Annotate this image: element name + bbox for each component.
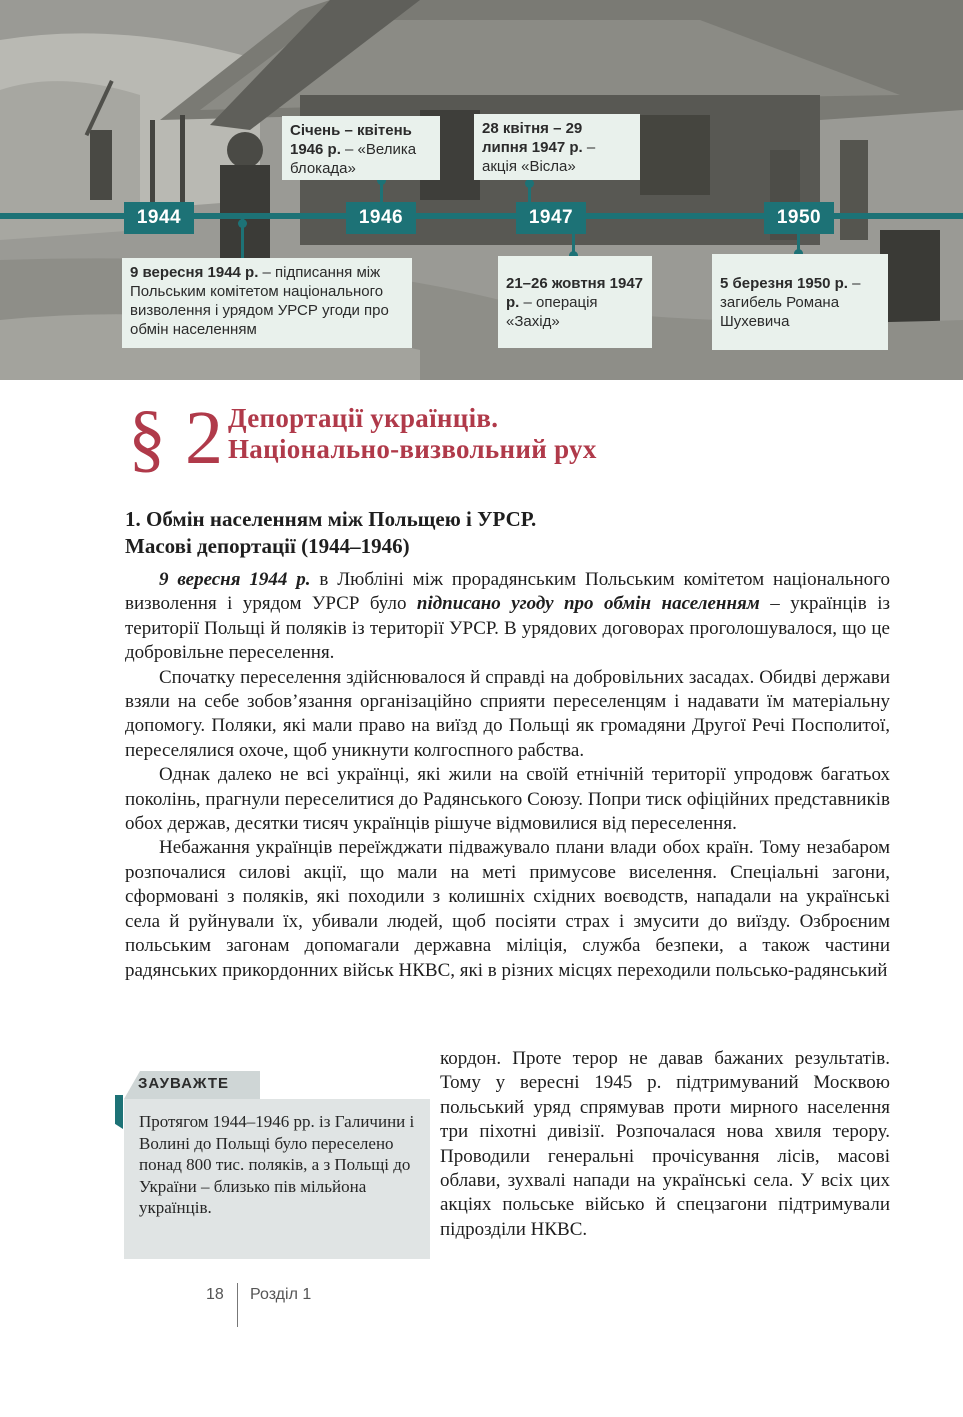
timeline-year-1946: 1946 — [346, 202, 416, 234]
note-accent — [115, 1095, 123, 1129]
event-text: – операція «Захід» — [506, 294, 598, 330]
timeline-dot — [525, 179, 534, 188]
footer-divider — [237, 1283, 238, 1327]
body-text-column — [440, 1047, 890, 1242]
page-number: 18 — [206, 1286, 224, 1303]
event-text: – підписання між Польським комітетом національного визволення і урядом УРСР угоди про обмін населенням — [130, 264, 389, 338]
event-text: – акція «Вісла» — [482, 139, 596, 175]
timeline-dot — [238, 219, 247, 228]
timeline-event — [122, 258, 412, 348]
footer-section: Розділ 1 — [250, 1286, 312, 1303]
paragraph-text: в Любліні між прорадянським Польським комітетом національного визволення і урядом УРСР було — [125, 569, 890, 615]
timeline-event — [498, 256, 652, 348]
chapter-title-line: Національно-визвольний рух — [228, 434, 597, 464]
timeline-event — [712, 254, 888, 350]
paragraph: Небажання українців переїжджати підважувало плани влади обох країн. Тому незабаром розпочалися силові акції, що мали на меті примусове виселення. Спеціальні загони, сформовані з поляків, які походили з колишніх східних воєводств, нападали на українські села й руйнували їх, убивали людей, щоб посіяти страх і змусити до виїзду. Озброєним польським загонам допомагали державна міліція, служба безпеки, а також частини радянських прикордонних військ НКВС, які в різних місцях переходили польсько-радянський — [125, 837, 890, 981]
event-text: – загибель Романа Шухевича — [720, 275, 861, 330]
event-date: 9 вересня 1944 р. — [130, 264, 259, 281]
paragraph-continued: кордон. Проте терор не давав бажаних результатів. Тому у вересні 1945 р. підтримуваний Москвою польський уряд спрямував проти мирного населення три піхотні дивізії. Розпочалася нова хвиля терору. Проводили генеральні прочісування лісів, масові облави, зухвалі напади на українські села. У всіх цих акціях польське військо й спецзагони підтримували підрозділи НКВС. — [440, 1048, 890, 1240]
paragraph-text: – українців із території Польщі й поляків із території УРСР. В урядових договорах проголошувалося, що це добровільне переселення. — [125, 593, 890, 664]
chapter-title — [228, 403, 597, 465]
paragraph-lead-date: 9 вересня 1944 р. — [159, 569, 311, 590]
timeline-event — [282, 116, 440, 180]
note-label: ЗАУВАЖТЕ — [138, 1075, 230, 1092]
section-title-line: 1. Обмін населенням між Польщею і УРСР. — [125, 507, 537, 531]
paragraph-emphasis: підписано угоду про обмін населенням — [416, 593, 760, 615]
header-photo — [0, 0, 963, 380]
note-box — [124, 1099, 430, 1259]
chapter-title-line: Депортації українців. — [228, 403, 499, 433]
paragraph: Спочатку переселення здійснювалося й справді на добровільних засадах. Обидві держави взяли на себе зобов’язання організаційно сприяти переселенцям і надавати їм матеріальну допомогу. Поляки, які мали право на виїзд до Польщі як громадяни Другої Речі Посполитої, переселялися охоче, щоб уникнути колгоспного рабства. — [125, 666, 890, 761]
paragraph: Однак далеко не всі українці, які жили на своїй етнічній території упродовж багатьох поколінь, прагнули переселитися до Радянського Союзу. Попри тиск офіційних представників обох держав, десятки тисяч українців рішуче відмовилися від переселення. — [125, 764, 890, 835]
timeline-year-1950: 1950 — [764, 202, 834, 234]
event-text: – «Велика блокада» — [290, 141, 417, 177]
timeline-year-1947: 1947 — [516, 202, 586, 234]
note-text: Протягом 1944–1946 рр. із Галичини і Волині до Польщі було переселено понад 800 тис. поляків, а з Польщі до України – близько пів мільйона українців. — [139, 1112, 415, 1217]
event-date: 21–26 жовтня 1947 р. — [506, 275, 644, 311]
timeline-event — [474, 114, 640, 180]
event-date: 5 березня 1950 р. — [720, 275, 848, 292]
section-title — [125, 506, 825, 560]
body-text — [125, 568, 890, 983]
chapter-mark: § 2 — [128, 396, 223, 480]
event-date: 28 квітня – 29 липня 1947 р. — [482, 120, 583, 156]
timeline-year-1944: 1944 — [124, 202, 194, 234]
section-title-line: Масові депортації (1944–1946) — [125, 534, 410, 558]
event-date: Січень – квітень 1946 р. — [290, 122, 412, 158]
paragraph — [125, 568, 890, 666]
